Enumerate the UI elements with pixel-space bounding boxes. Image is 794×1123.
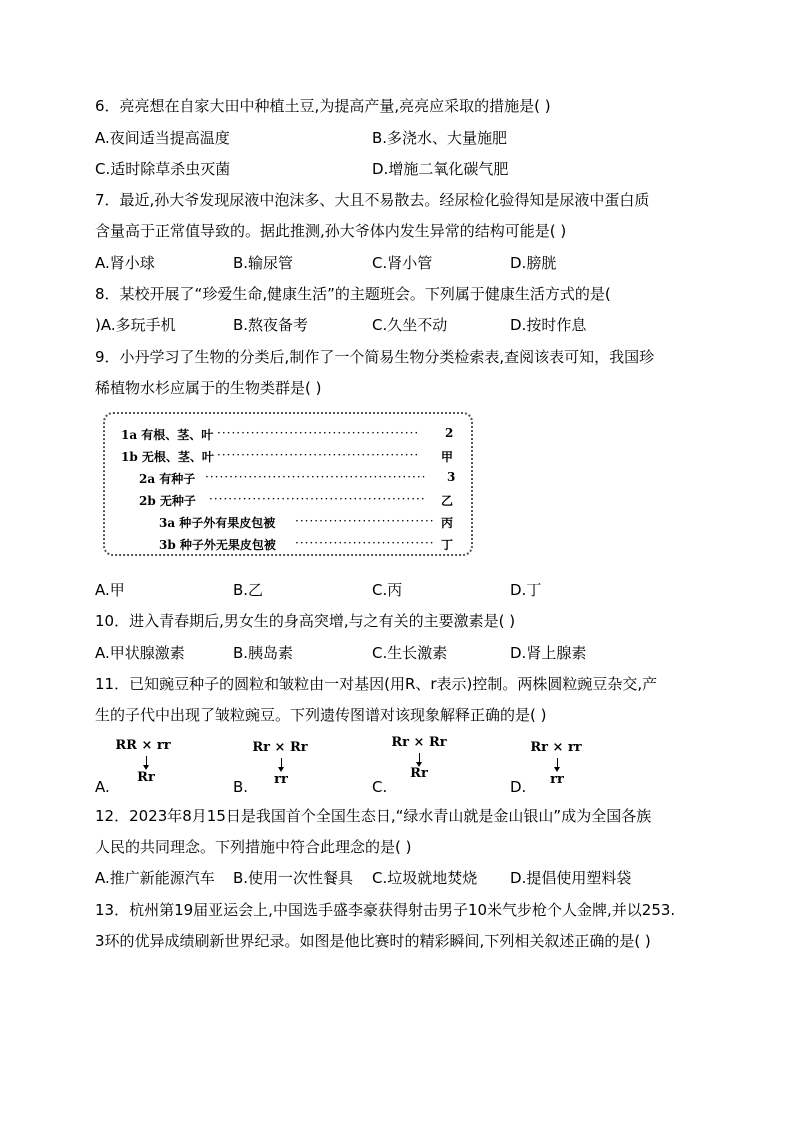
q9-option-d[interactable]: D.丁 [510, 581, 542, 599]
q8-option-d[interactable]: D.按时作息 [510, 316, 587, 334]
key-result-2a: 3 [447, 470, 456, 484]
q9-stem-line2: 稀植物水杉应属于的生物类群是( ) [95, 379, 322, 397]
cross-d-offspring: rr [550, 772, 564, 787]
key-leader: ····························· [295, 514, 435, 528]
key-result-1b: 甲 [441, 450, 454, 464]
key-leader: ·········································· [217, 426, 420, 440]
key-result-2b: 乙 [441, 494, 454, 508]
q7-option-b[interactable]: B.输尿管 [233, 254, 294, 272]
key-leader: ····························· [295, 536, 435, 550]
cross-a-arrow [146, 756, 147, 766]
classification-key [103, 412, 473, 556]
key-result-3b: 丁 [441, 538, 454, 552]
cross-b-parents: Rr × Rr [252, 740, 308, 755]
q6-option-a[interactable]: A.夜间适当提高温度 [95, 129, 230, 147]
q8-option-b[interactable]: B.熬夜备考 [233, 316, 309, 334]
q8-stem: 8．某校开展了“珍爱生命,健康生活”的主题班会。下列属于健康生活方式的是( [95, 285, 611, 303]
q7-option-d[interactable]: D.膀胱 [510, 254, 557, 272]
q8-option-c[interactable]: C.久坐不动 [372, 316, 448, 334]
q11-option-b[interactable]: B. [233, 778, 249, 796]
q10-option-d[interactable]: D.肾上腺素 [510, 644, 587, 662]
q6-option-b[interactable]: B.多浇水、大量施肥 [372, 129, 508, 147]
q6-stem: 6．亮亮想在自家大田中种植土豆,为提高产量,亮亮应采取的措施是( ) [95, 97, 551, 115]
q10-stem: 10．进入青春期后,男女生的身高突增,与之有关的主要激素是( ) [95, 612, 516, 630]
key-row-3a: 3a 种子外有果皮包被 [159, 516, 276, 530]
q11-option-d[interactable]: D. [510, 778, 527, 796]
q11-stem-line1: 11．已知豌豆种子的圆粒和皱粒由一对基因(用R、r表示)控制。两株圆粒豌豆杂交,产 [95, 675, 658, 693]
q7-stem-line1: 7．最近,孙大爷发现尿液中泡沫多、大且不易散去。经尿检化验得知是尿液中蛋白质 [95, 191, 650, 209]
q12-option-a[interactable]: A.推广新能源汽车 [95, 869, 215, 887]
q7-option-c[interactable]: C.肾小管 [372, 254, 433, 272]
q7-option-a[interactable]: A.肾小球 [95, 254, 155, 272]
key-row-3b: 3b 种子外无果皮包被 [159, 538, 276, 552]
cross-c-parents: Rr × Rr [391, 735, 447, 750]
q12-stem-line1: 12．2023年8月15日是我国首个全国生态日,“绿水青山就是金山银山”成为全国各族 [95, 807, 652, 825]
q13-stem-line2: 3环的优异成绩刷新世界纪录。如图是他比赛时的精彩瞬间,下列相关叙述正确的是( ) [95, 932, 651, 950]
q10-option-c[interactable]: C.生长激素 [372, 644, 448, 662]
q12-option-c[interactable]: C.垃圾就地焚烧 [372, 869, 478, 887]
q11-option-c[interactable]: C. [372, 778, 388, 796]
cross-b-offspring: rr [274, 772, 288, 787]
q12-option-b[interactable]: B.使用一次性餐具 [233, 869, 354, 887]
q7-stem-line2: 含量高于正常值导致的。据此推测,孙大爷体内发生异常的结构可能是( ) [95, 222, 567, 240]
cross-d-parents: Rr × rr [530, 740, 582, 755]
cross-d-arrow [557, 758, 558, 768]
q11-option-a[interactable]: A. [95, 778, 110, 796]
q10-option-a[interactable]: A.甲状腺激素 [95, 644, 185, 662]
q9-option-c[interactable]: C.丙 [372, 581, 403, 599]
key-row-2b: 2b 无种子 [139, 494, 196, 508]
key-row-1a: 1a 有根、茎、叶 [121, 428, 214, 442]
key-result-3a: 丙 [441, 516, 454, 530]
q11-stem-line2: 生的子代中出现了皱粒豌豆。下列遗传图谱对该现象解释正确的是( ) [95, 706, 547, 724]
key-row-1b: 1b 无根、茎、叶 [121, 450, 214, 464]
q9-option-a[interactable]: A.甲 [95, 581, 125, 599]
cross-c-arrow [419, 753, 420, 763]
q6-option-c[interactable]: C.适时除草杀虫灭菌 [95, 160, 231, 178]
key-leader: ·············································· [205, 470, 427, 484]
key-row-2a: 2a 有种子 [139, 472, 196, 486]
q13-stem-line1: 13．杭州第19届亚运会上,中国选手盛李豪获得射击男子10米气步枪个人金牌,并以253. [95, 901, 676, 919]
q6-option-d[interactable]: D.增施二氧化碳气肥 [372, 160, 509, 178]
key-result-1a: 2 [445, 426, 454, 440]
q8-option-a[interactable]: )A.多玩手机 [95, 316, 176, 334]
cross-b-arrow [281, 758, 282, 768]
cross-a-parents: RR × rr [115, 738, 171, 753]
q9-stem-line1: 9．小丹学习了生物的分类后,制作了一个简易生物分类检索表,查阅该表可知，我国珍 [95, 348, 655, 366]
q12-option-d[interactable]: D.提倡使用塑料袋 [510, 869, 632, 887]
q9-option-b[interactable]: B.乙 [233, 581, 264, 599]
key-leader: ············································· [209, 492, 426, 506]
cross-c-offspring: Rr [410, 766, 428, 781]
cross-a-offspring: Rr [137, 770, 155, 785]
key-leader: ·········································· [217, 448, 420, 462]
q10-option-b[interactable]: B.胰岛素 [233, 644, 294, 662]
q12-stem-line2: 人民的共同理念。下列措施中符合此理念的是( ) [95, 838, 412, 856]
